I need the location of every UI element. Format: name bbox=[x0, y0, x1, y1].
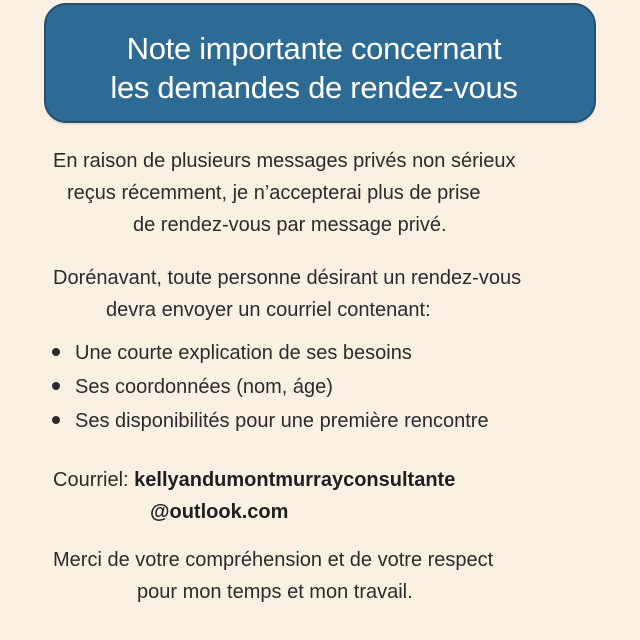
intro-line-3: de rendez-vous par message privé. bbox=[133, 214, 447, 236]
instructions-line-2: devra envoyer un courriel contenant: bbox=[106, 299, 431, 321]
bullet-text: Ses disponibilités pour une première rencontre bbox=[75, 410, 489, 432]
intro-line-1: En raison de plusieurs messages privés non sérieux bbox=[53, 150, 516, 172]
instructions-line-1: Dorénavant, toute personne désirant un rendez-vous bbox=[53, 267, 522, 289]
email-address-part-1[interactable]: kellyandumontmurrayconsultante bbox=[134, 469, 456, 491]
closing-line-2: pour mon temps et mon travail. bbox=[137, 581, 413, 603]
bullet-text: Une courte explication de ses besoins bbox=[75, 342, 412, 364]
bullet-icon bbox=[52, 382, 60, 390]
email-row bbox=[53, 467, 455, 493]
bullet-item-availability bbox=[52, 408, 489, 434]
email-label: Courriel: bbox=[53, 469, 135, 491]
header-banner bbox=[44, 3, 596, 123]
bullet-icon bbox=[52, 348, 60, 356]
bullet-text: Ses coordonnées (nom, áge) bbox=[75, 376, 333, 398]
bullet-item-needs bbox=[52, 340, 412, 366]
title-line-1: Note importante concernant bbox=[126, 31, 502, 66]
title-line-2: les demandes de rendez-vous bbox=[110, 70, 518, 105]
bullet-icon bbox=[52, 416, 60, 424]
bullet-item-contact-info bbox=[52, 374, 333, 400]
closing-line-1: Merci de votre compréhension et de votre respect bbox=[53, 549, 494, 571]
intro-line-2: reçus récemment, je n’accepterai plus de prise bbox=[67, 182, 481, 204]
email-address-part-2[interactable]: @outlook.com bbox=[150, 501, 289, 523]
